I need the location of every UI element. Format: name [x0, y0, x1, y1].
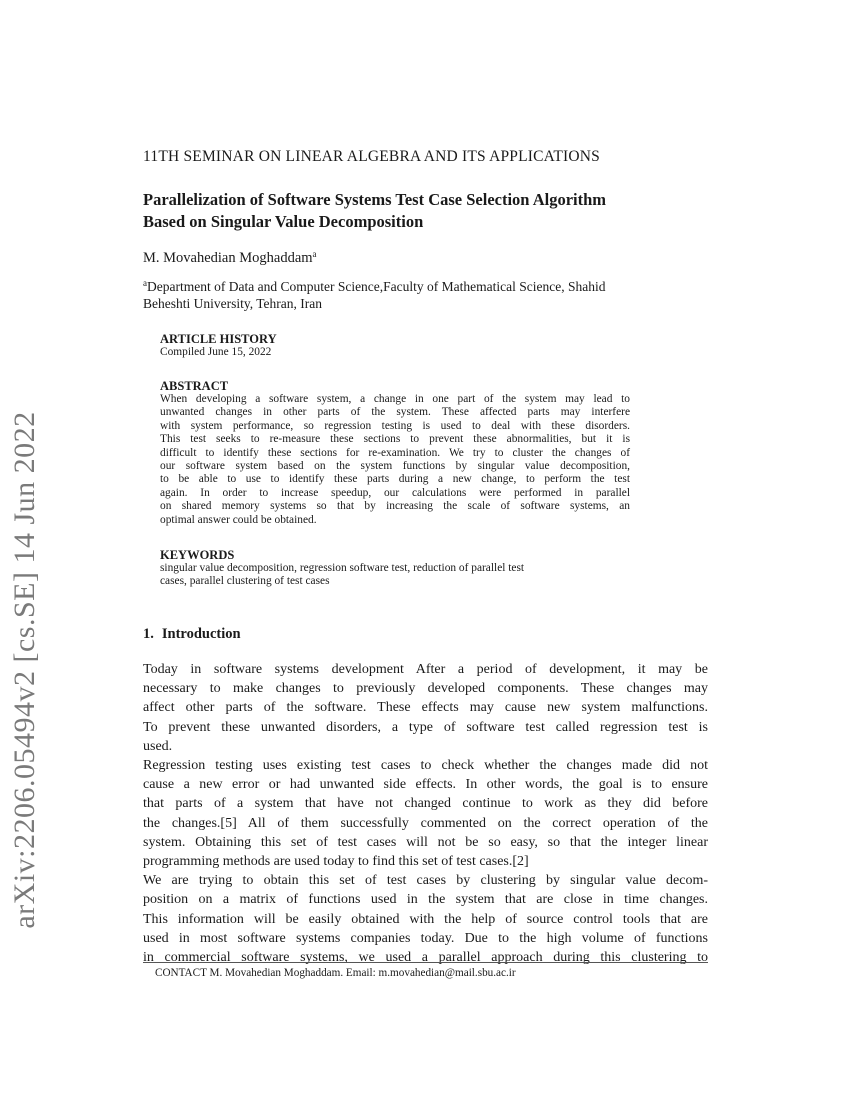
author-affiliation-marker: a: [312, 249, 317, 259]
body-line: in commercial software systems, we used a parallel approach during this clustering to: [143, 950, 708, 966]
article-history-text: [160, 346, 630, 359]
keywords-text: [160, 562, 630, 589]
body-line: Today in software systems development After a period of development, it may be: [143, 662, 708, 677]
affiliation-line: [143, 275, 703, 295]
author-name: M. Movahedian Moghaddam: [143, 250, 313, 266]
abstract-line: our software system based on the system functions by singular value decomposition,: [160, 460, 630, 473]
abstract-heading: ABSTRACT: [160, 379, 229, 393]
body-line: used.: [143, 738, 173, 754]
arxiv-identifier-text: arXiv:2206.05494v2 [cs.SE] 14 Jun 2022: [8, 411, 41, 929]
contact-footnote: CONTACT M. Movahedian Moghaddam. Email: m.movahedian@mail.sbu.ac.ir: [155, 967, 516, 979]
keywords-line: singular value decomposition, regression software test, reduction of parallel test: [160, 562, 525, 574]
abstract-line: This test seeks to re-measure these sections to prevent these abnormalities, but it is: [160, 433, 630, 446]
keywords: [160, 548, 630, 589]
affiliation-text: Department of Data and Computer Science,Faculty of Mathematical Science, Shahid: [147, 279, 606, 294]
abstract-line: again. In order to increase speedup, our calculations were performed in parallel: [160, 486, 630, 499]
keywords-line: cases, parallel clustering of test cases: [160, 575, 330, 588]
body-line: the changes.[5] All of them successfully commented on the correct operation of the: [143, 815, 708, 831]
body-line: position on a matrix of functions used in the system that are close in time changes.: [143, 892, 708, 908]
abstract-text: [160, 393, 630, 527]
paper-title: [143, 189, 713, 233]
abstract-line: optimal answer could be obtained.: [160, 513, 317, 526]
abstract: [160, 379, 630, 527]
compiled-date: Compiled June 15, 2022: [160, 346, 272, 358]
body-line: that parts of a system that have not changed continue to work as they did before: [143, 796, 708, 812]
running-header: 11TH SEMINAR ON LINEAR ALGEBRA AND ITS APPLICATIONS: [143, 148, 600, 165]
body-line: cause a new error or had unwanted side effects. In other words, the goal is to ensure: [143, 777, 708, 793]
paper-title-line: Based on Singular Value Decomposition: [143, 212, 424, 231]
body-line: To prevent these unwanted disorders, a type of software test called regression test is: [143, 719, 708, 735]
affiliation: [143, 275, 703, 312]
section-heading: [143, 626, 241, 643]
article-history: [160, 332, 630, 359]
abstract-line: When developing a software system, a change in one part of the system may lead to: [160, 393, 630, 405]
body-line: programming methods are used today to find this set of test cases.[2]: [143, 854, 529, 870]
body-text: [143, 660, 708, 967]
body-line: used in most software systems companies today. Due to the high volume of functions: [143, 930, 708, 946]
keywords-heading: KEYWORDS: [160, 548, 235, 562]
body-line: Regression testing uses existing test cases to check whether the changes made did not: [143, 758, 708, 774]
affiliation-marker: a: [143, 278, 147, 288]
body-line: necessary to make changes to previously developed components. These changes may: [143, 681, 708, 697]
abstract-line: difficult to identify these sections for re-examination. We try to cluster the changes of: [160, 446, 630, 459]
author-line: [143, 249, 317, 267]
body-line: system. Obtaining this set of test cases will not be so easy, so that the integer linear: [143, 834, 708, 850]
affiliation-line: Beheshti University, Tehran, Iran: [143, 296, 323, 311]
section-number: 1.: [143, 626, 154, 642]
section-title: Introduction: [161, 626, 241, 642]
body-line: affect other parts of the software. These effects may cause new system malfunctions.: [143, 700, 708, 716]
abstract-line: to be able to use to identify these parts during a new change, to perform the test: [160, 473, 630, 486]
paper-title-line: Parallelization of Software Systems Test Case Selection Algorithm: [143, 190, 607, 209]
body-line: This information will be easily obtained with the help of source control tools that are: [143, 911, 708, 927]
article-history-heading: ARTICLE HISTORY: [160, 332, 277, 346]
abstract-line: on shared memory systems so that by increasing the scale of software systems, an: [160, 500, 630, 513]
footnote-divider: [143, 962, 708, 963]
abstract-line: unwanted changes in other parts of the system. These affected parts may interfere: [160, 406, 630, 419]
abstract-line: with system performance, so regression testing is used to deal with these disorders.: [160, 419, 630, 432]
body-line: We are trying to obtain this set of test cases by clustering by singular value decom-: [143, 873, 708, 889]
